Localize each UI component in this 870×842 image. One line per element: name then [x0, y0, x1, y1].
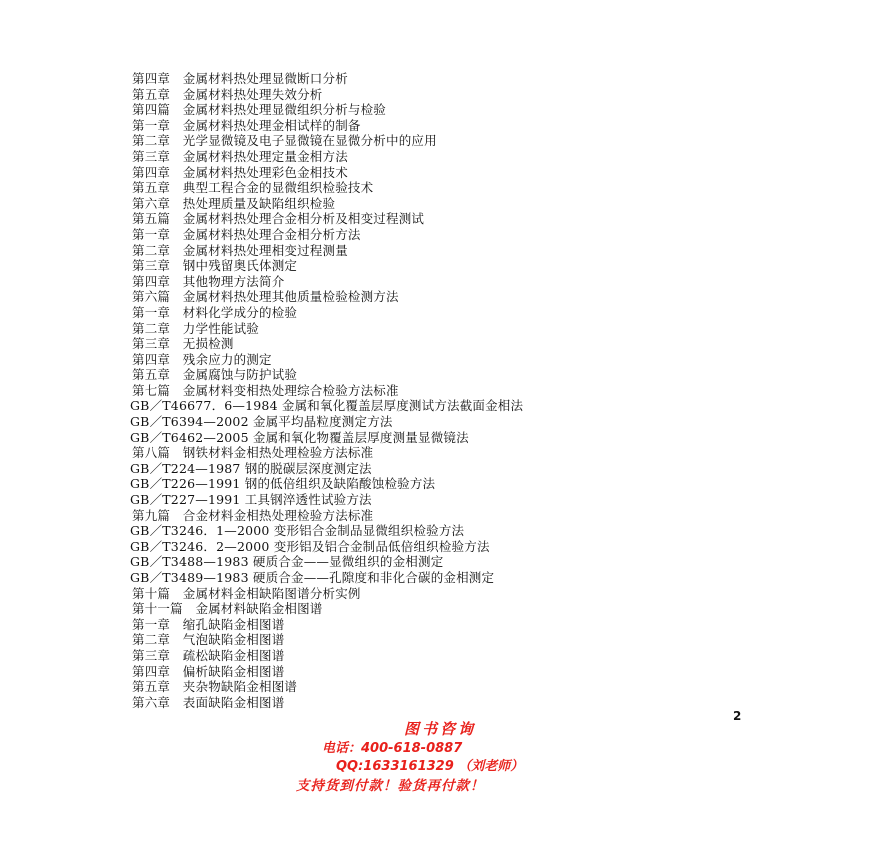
- toc-entry: GB／T3488—1983 硬质合金——显微组织的金相测定: [130, 554, 444, 570]
- toc-entry: 第四章 金属材料热处理显微断口分析: [132, 71, 348, 86]
- toc-entry: 第五篇 金属材料热处理合金相分析及相变过程测试: [132, 211, 425, 227]
- toc-entry: 第一章 缩孔缺陷金相图谱: [132, 616, 285, 632]
- toc-entry: 第四章 偏析缺陷金相图谱: [132, 663, 285, 679]
- toc-entry: 第二章 气泡缺陷金相图谱: [132, 632, 285, 648]
- toc-entry: 第八篇 钢铁材料金相热处理检验方法标准: [132, 445, 374, 461]
- toc-entry: 第七篇 金属材料变相热处理综合检验方法标准: [132, 382, 399, 398]
- toc-entry: 第六章 热处理质量及缺陷组织检验: [132, 195, 336, 211]
- toc-entry: GB／T227—1991 工具钢淬透性试验方法: [130, 492, 372, 508]
- toc-entry: 第十篇 金属材料金相缺陷图谱分析实例: [132, 585, 361, 601]
- toc-entry: 第一章 材料化学成分的检验: [132, 304, 298, 320]
- toc-entry: 第六章 表面缺陷金相图谱: [132, 694, 285, 710]
- toc-entry: GB／T3246．1—2000 变形铝合金制品显微组织检验方法: [130, 523, 465, 539]
- toc-entry: 第三章 钢中残留奥氏体测定: [132, 258, 298, 274]
- toc-entry: 第二章 金属材料热处理相变过程测量: [132, 242, 348, 258]
- page-number: 2: [733, 709, 742, 723]
- toc-entry: 第二章 力学性能试验: [132, 320, 260, 336]
- toc-entry: GB／T3246．2—2000 变形铝及铝合金制品低倍组织检验方法: [130, 538, 490, 554]
- toc-entry: 第四章 其他物理方法简介: [132, 273, 285, 289]
- toc-entry: 第四章 金属材料热处理彩色金相技术: [132, 164, 348, 180]
- toc-entry: 第五章 夹杂物缺陷金相图谱: [132, 679, 298, 695]
- toc-entry: 第一章 金属材料热处理金相试样的制备: [132, 117, 361, 133]
- toc-entry: 第九篇 合金材料金相热处理检验方法标准: [132, 507, 374, 523]
- toc-entry: 第五章 典型工程合金的显微组织检验技术: [132, 180, 374, 196]
- toc-entry: GB／T46677．6—1984 金属和氧化覆盖层厚度测试方法截面金相法: [130, 398, 524, 414]
- toc-entry: GB／T6394—2002 金属平均晶粒度测定方法: [130, 414, 393, 430]
- toc-entry: GB／T224—1987 钢的脱碳层深度测定法: [130, 460, 372, 476]
- toc-entry: GB／T3489—1983 硬质合金——孔隙度和非化合碳的金相测定: [130, 570, 495, 585]
- toc-entry: 第二章 光学显微镜及电子显微镜在显微分析中的应用: [132, 133, 437, 149]
- footer-qq: QQ:1633161329 （刘老师）: [336, 759, 524, 774]
- toc-entry: 第五章 金属材料热处理失效分析: [132, 86, 323, 102]
- toc-entry: GB／T226—1991 钢的低倍组织及缺陷酸蚀检验方法: [130, 476, 436, 492]
- toc-entry: 第六篇 金属材料热处理其他质量检验检测方法: [132, 289, 399, 305]
- footer-payment-note: 支持货到付款！验货再付款！: [296, 778, 485, 794]
- footer-phone: 电话：400-618-0887: [322, 741, 463, 756]
- toc-entry: 第三章 金属材料热处理定量金相方法: [132, 148, 348, 164]
- toc-entry: 第三章 疏松缺陷金相图谱: [132, 647, 285, 663]
- table-of-contents: [132, 71, 692, 710]
- toc-entry: 第三章 无损检测: [132, 336, 234, 352]
- footer-title: 图书咨询: [403, 720, 476, 738]
- toc-entry: 第四篇 金属材料热处理显微组织分析与检验: [132, 102, 387, 118]
- toc-entry: GB／T6462—2005 金属和氧化物覆盖层厚度测量显微镜法: [130, 429, 469, 445]
- toc-entry: 第五章 金属腐蚀与防护试验: [132, 367, 298, 383]
- contact-footer: [290, 718, 580, 796]
- toc-entry: 第一章 金属材料热处理合金相分析方法: [132, 226, 361, 242]
- toc-entry: 第十一篇 金属材料缺陷金相图谱: [132, 601, 323, 617]
- toc-entry: 第四章 残余应力的测定: [132, 351, 272, 367]
